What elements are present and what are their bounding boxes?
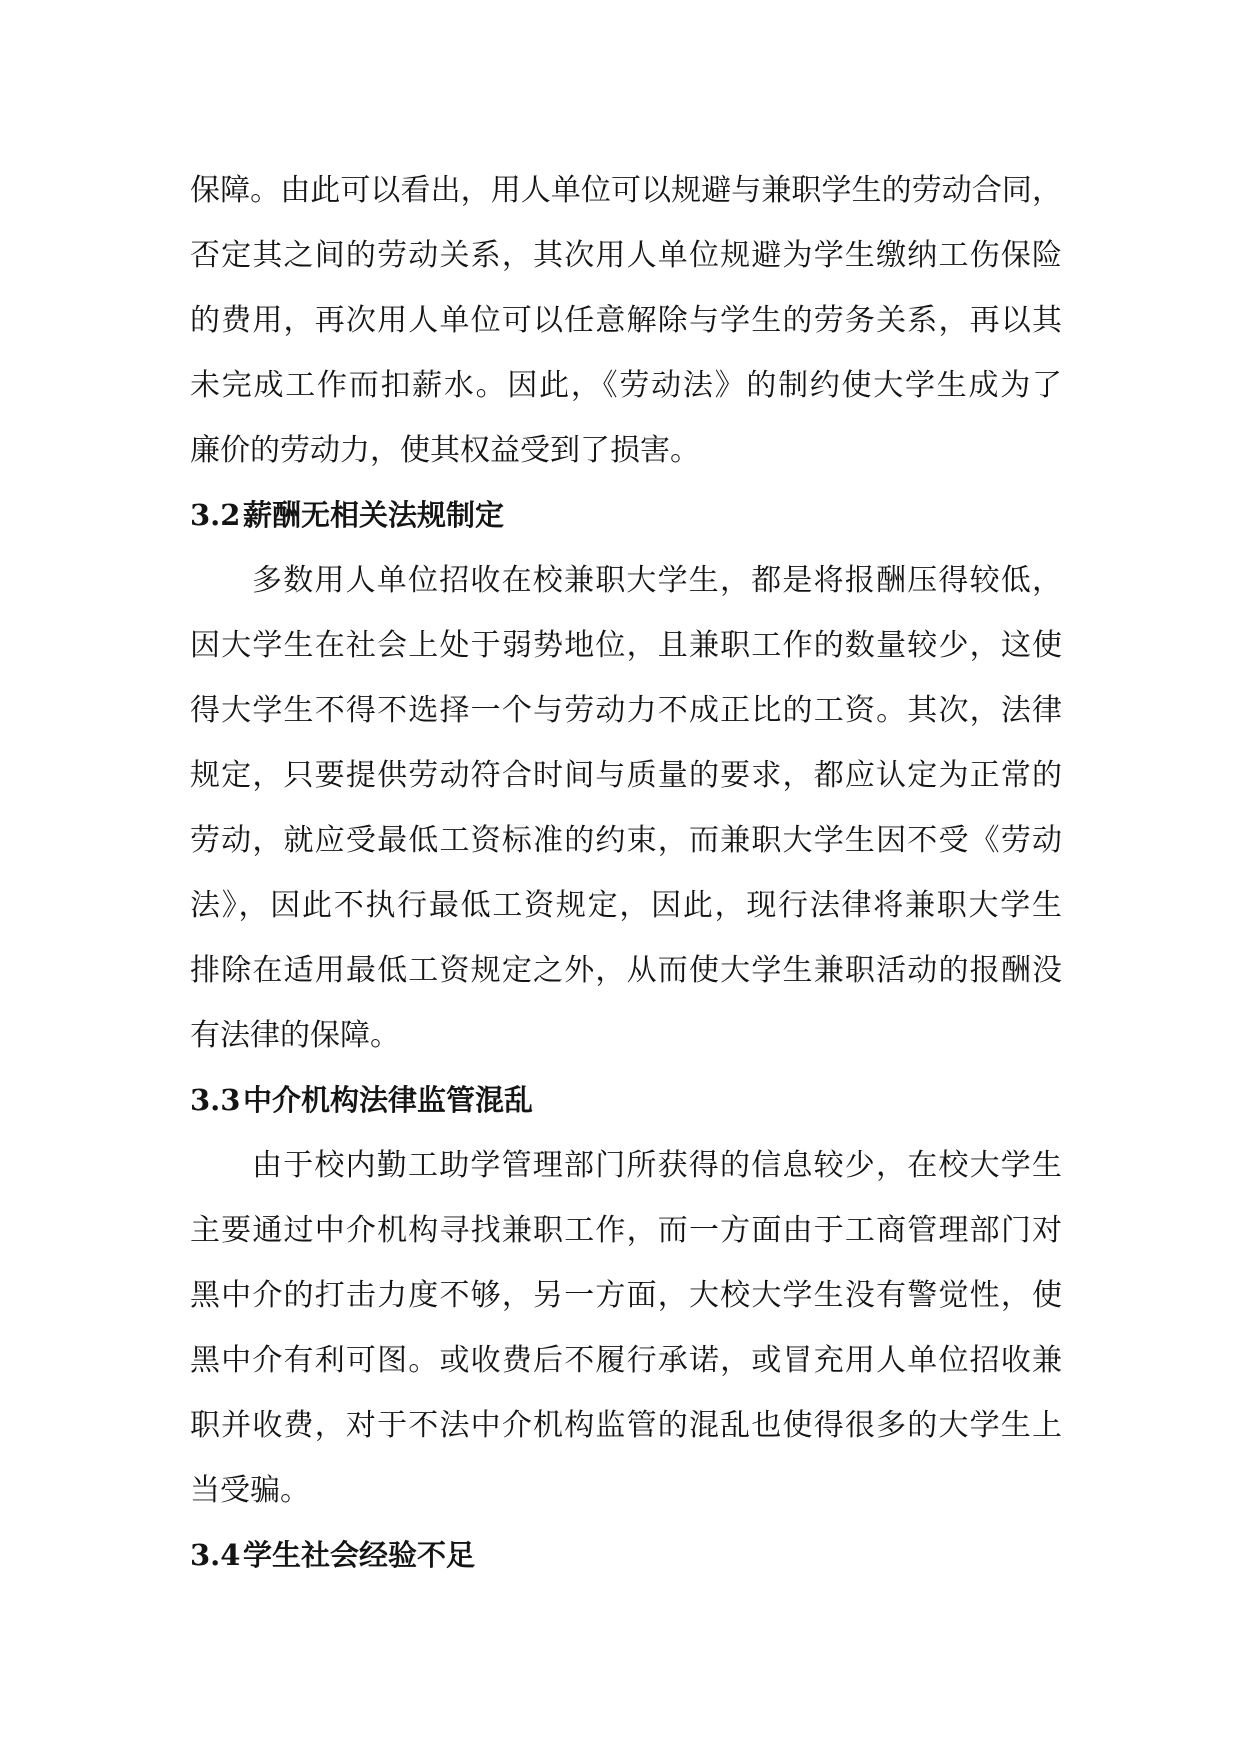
text-line: 的费用，再次用人单位可以任意解除与学生的劳务关系，再以其 — [190, 303, 1062, 338]
text-line: 黑中介的打击力度不够，另一方面，大校大学生没有警觉性，使 — [190, 1278, 1062, 1313]
paragraph — [190, 1133, 1062, 1523]
text-line: 因大学生在社会上处于弱势地位，且兼职工作的数量较少，这使 — [190, 628, 1062, 663]
section-number: 3.4 — [190, 1538, 241, 1572]
section-heading — [190, 1523, 1062, 1588]
section-number: 3.2 — [190, 498, 241, 532]
text-line: 得大学生不得不选择一个与劳动力不成正比的工资。其次，法律 — [190, 693, 1062, 728]
text-line: 主要通过中介机构寻找兼职工作，而一方面由于工商管理部门对 — [190, 1213, 1062, 1248]
section-title: 中介机构法律监管混乱 — [243, 1083, 534, 1117]
text-line: 保障。由此可以看出，用人单位可以规避与兼职学生的劳动合同， — [190, 173, 1062, 208]
text-line: 多数用人单位招收在校兼职大学生，都是将报酬压得较低， — [252, 563, 1062, 598]
document-page — [190, 158, 1062, 1588]
text-line: 由于校内勤工助学管理部门所获得的信息较少，在校大学生 — [252, 1148, 1062, 1183]
text-line: 有法律的保障。 — [190, 1018, 400, 1053]
text-line: 当受骗。 — [190, 1473, 310, 1508]
text-line: 劳动，就应受最低工资标准的约束，而兼职大学生因不受《劳动 — [190, 823, 1062, 858]
text-line: 法》，因此不执行最低工资规定，因此，现行法律将兼职大学生 — [190, 888, 1062, 923]
section-heading — [190, 483, 1062, 548]
text-line: 职并收费，对于不法中介机构监管的混乱也使得很多的大学生上 — [190, 1408, 1062, 1443]
text-line: 未完成工作而扣薪水。因此，《劳动法》的制约使大学生成为了 — [190, 368, 1062, 403]
text-line: 黑中介有利可图。或收费后不履行承诺，或冒充用人单位招收兼 — [190, 1343, 1062, 1378]
text-line: 廉价的劳动力，使其权益受到了损害。 — [190, 433, 700, 468]
section-title: 学生社会经验不足 — [243, 1538, 476, 1572]
section-title: 薪酬无相关法规制定 — [243, 498, 505, 532]
text-line: 规定，只要提供劳动符合时间与质量的要求，都应认定为正常的 — [190, 758, 1062, 793]
text-line: 否定其之间的劳动关系，其次用人单位规避为学生缴纳工伤保险 — [190, 238, 1062, 273]
text-line: 排除在适用最低工资规定之外，从而使大学生兼职活动的报酬没 — [190, 953, 1062, 988]
paragraph — [190, 548, 1062, 1068]
section-number: 3.3 — [190, 1083, 241, 1117]
section-heading — [190, 1068, 1062, 1133]
paragraph — [190, 158, 1062, 483]
